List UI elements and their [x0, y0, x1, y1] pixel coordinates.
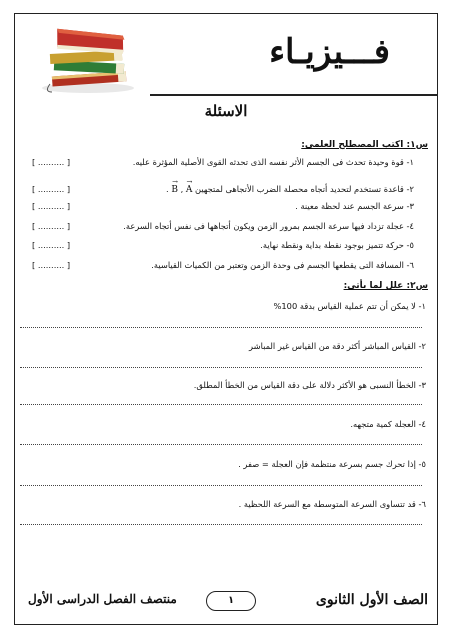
- answer-line[interactable]: [20, 367, 422, 368]
- answer-blank[interactable]: [ .......... ]: [32, 201, 71, 211]
- q1-item: [22, 240, 414, 256]
- vector-end: .: [166, 184, 169, 194]
- q1-item: [22, 221, 414, 237]
- subject-title: فـــيزيـاء: [269, 32, 390, 72]
- q1-item: [22, 260, 414, 276]
- q1-item-text: ٣- سرعة الجسم عند لحظة معينة .: [295, 201, 414, 211]
- q1-item-text: ٥- حركة تتميز بوجود نقطة بداية ونقطة نهاية.: [260, 240, 414, 250]
- q1-item-text: ٤- عجلة تزداد فيها سرعة الجسم بمرور الزمن ويكون أتجاهها فى نفس أتجاه السرعة.: [123, 221, 414, 231]
- q2-item: ١- لا يمكن أن تتم عملية القياس بدقة 100%: [273, 301, 426, 311]
- answer-line[interactable]: [20, 404, 422, 405]
- q2-heading: س٢: علل لما يأتى:: [343, 281, 428, 291]
- answer-blank[interactable]: [ .......... ]: [32, 221, 71, 231]
- q1-item-text-main: ٢- قاعدة تستخدم لتحديد أتجاه محصلة الضرب الأتجاهى لمتجهين: [195, 184, 414, 194]
- answer-blank[interactable]: [ .......... ]: [32, 240, 71, 250]
- header-divider: [150, 94, 438, 96]
- answer-line[interactable]: [20, 524, 422, 525]
- q1-item: [22, 180, 414, 196]
- q2-item: ٢- القياس المباشر أكثر دقة من القياس غير المباشر: [249, 341, 426, 351]
- q1-item-text: ٦- المسافة التى يقطعها الجسم فى وحدة الزمن وتعتبر من الكميات القياسية.: [151, 260, 414, 270]
- answer-line[interactable]: [20, 485, 422, 486]
- q2-item: ٥- إذا تحرك جسم بسرعة منتظمة فإن العجلة = صفر .: [238, 459, 426, 469]
- answer-blank[interactable]: [ .......... ]: [32, 260, 71, 270]
- vector-a-symbol: → A: [185, 178, 193, 195]
- vector-b-symbol: → B: [171, 178, 178, 195]
- q1-item: [22, 157, 414, 173]
- answer-blank[interactable]: [ .......... ]: [32, 184, 71, 194]
- term-label: منتصف الفصل الدراسى الأول: [28, 592, 177, 606]
- q2-item: ٣- الخطأ النسبى هو الأكثر دلالة على دقة القياس من الخطأ المطلق.: [193, 380, 426, 390]
- q1-heading: س١: اكتب المصطلح العلمى:: [301, 140, 428, 150]
- answer-blank[interactable]: [ .......... ]: [32, 157, 71, 167]
- answer-line[interactable]: [20, 327, 422, 328]
- grade-label: الصف الأول الثانوى: [315, 592, 428, 608]
- q1-item: [22, 201, 414, 217]
- q2-item: ٦- قد تتساوى السرعة المتوسطة مع السرعة اللحظية .: [238, 499, 426, 509]
- section-title: الاسئلة: [204, 102, 248, 120]
- q1-item-text: [166, 180, 414, 195]
- page-number: ١: [206, 591, 256, 611]
- q2-item: ٤- العجلة كمية متجهه.: [350, 419, 426, 429]
- q1-item-text: ١- قوة وحيدة تحدث فى الجسم الأثر نفسه الذى تحدثه القوى الأصلية المؤثرة عليه.: [132, 157, 414, 167]
- vector-separator: ,: [180, 184, 184, 194]
- answer-line[interactable]: [20, 444, 422, 445]
- book-stack-icon: [38, 22, 138, 94]
